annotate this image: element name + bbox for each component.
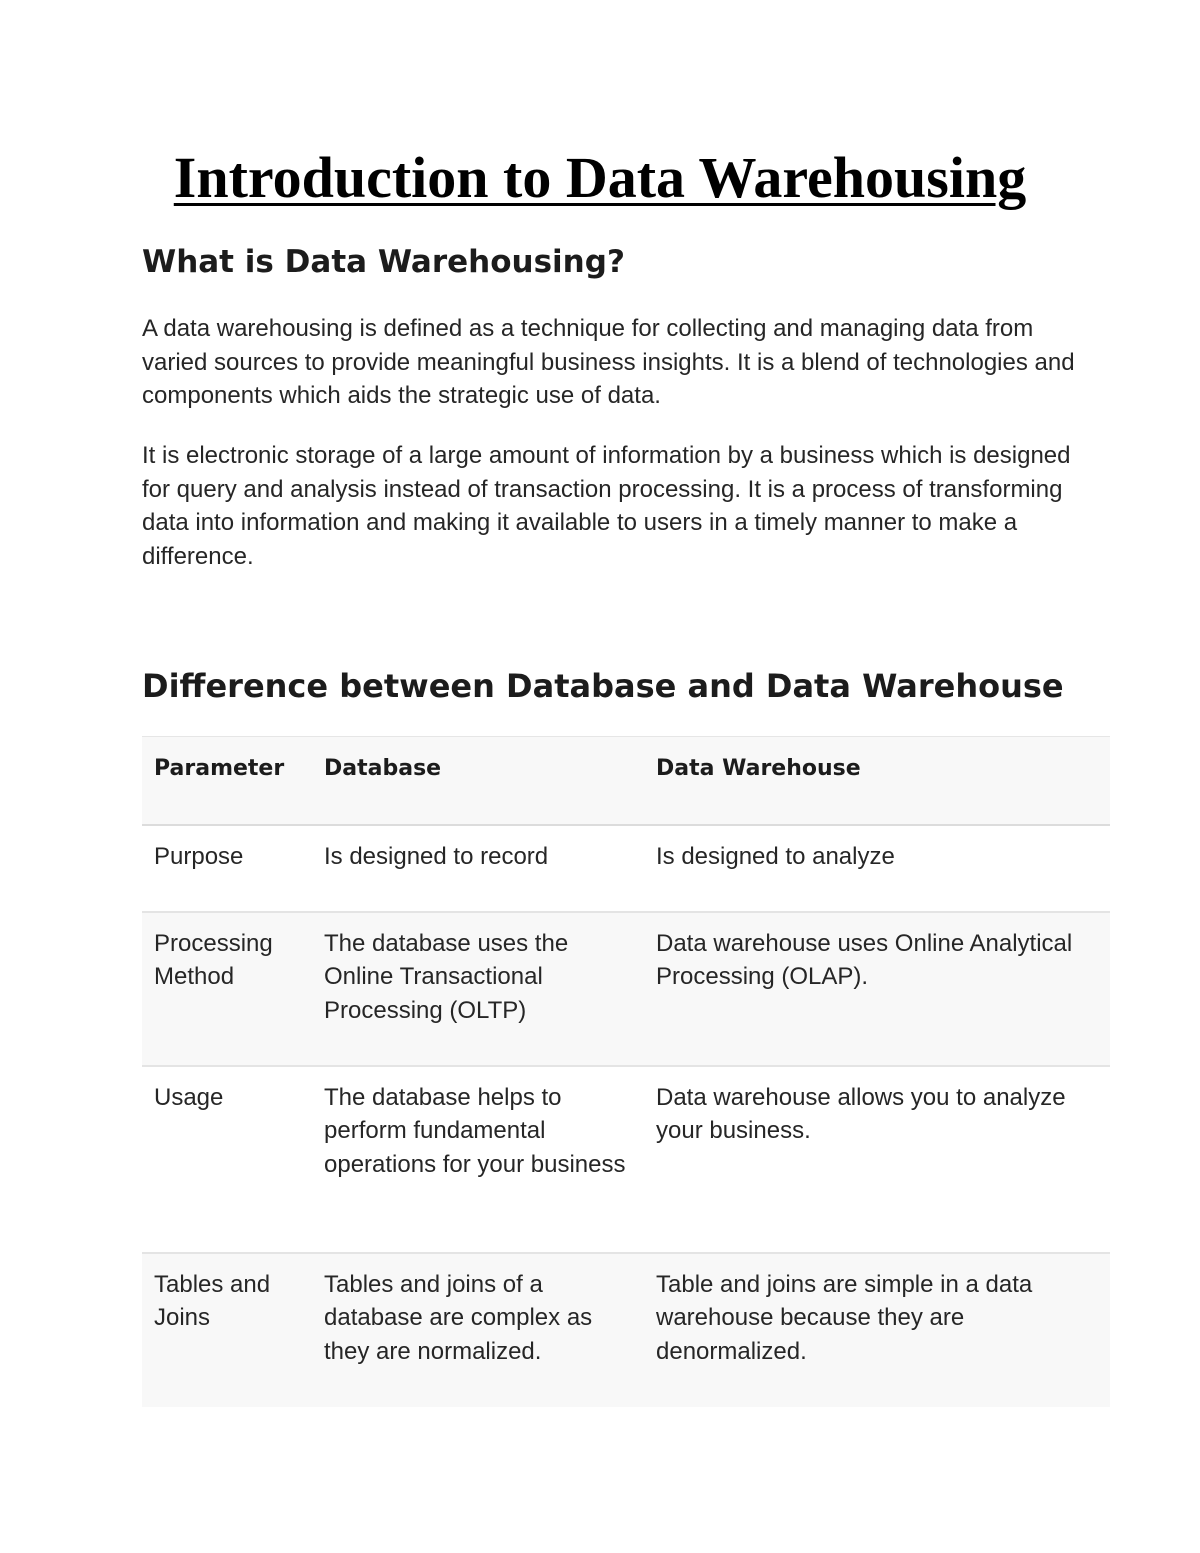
cell-database: The database helps to perform fundamental operations for your business <box>324 1083 626 1178</box>
cell-parameter: Tables and Joins <box>154 1270 271 1331</box>
comparison-table <box>142 736 1110 1407</box>
cell-data-warehouse: Table and joins are simple in a data warehouse because they are denormalized. <box>656 1270 1033 1365</box>
cell-parameter: Purpose <box>154 842 244 870</box>
table-row <box>142 825 1110 912</box>
cell-data-warehouse: Data warehouse allows you to analyze your business. <box>656 1083 1066 1144</box>
paragraph-description: It is electronic storage of a large amount of information by a business which is designed for query and analysis instead of transaction processing. It is a process of transforming data into information and making it available to users in a timely manner to make a difference. <box>142 442 1071 571</box>
header-data-warehouse: Data Warehouse <box>656 756 861 781</box>
section-heading-what-is: What is Data Warehousing? <box>142 244 625 280</box>
table-row <box>142 1253 1110 1407</box>
cell-database: The database uses the Online Transactional Processing (OLTP) <box>324 929 569 1024</box>
cell-parameter: Usage <box>154 1083 224 1111</box>
header-parameter: Parameter <box>154 756 285 781</box>
section-heading-difference: Difference between Database and Data Warehouse <box>142 667 1064 705</box>
cell-parameter: Processing Method <box>154 929 273 990</box>
table-row <box>142 912 1110 1066</box>
cell-data-warehouse: Data warehouse uses Online Analytical Processing (OLAP). <box>656 929 1073 990</box>
document-title: Introduction to Data Warehousing <box>173 145 1027 210</box>
paragraph-definition: A data warehousing is defined as a technique for collecting and managing data from varied sources to provide meaningful business insights. It is a blend of technologies and components which aids the strategic use of data. <box>142 315 1075 410</box>
table-header-row <box>142 737 1110 825</box>
table-row <box>142 1066 1110 1253</box>
cell-data-warehouse: Is designed to analyze <box>656 842 895 870</box>
cell-database: Is designed to record <box>324 842 549 870</box>
header-database: Database <box>324 756 442 781</box>
cell-database: Tables and joins of a database are complex as they are normalized. <box>324 1270 593 1365</box>
